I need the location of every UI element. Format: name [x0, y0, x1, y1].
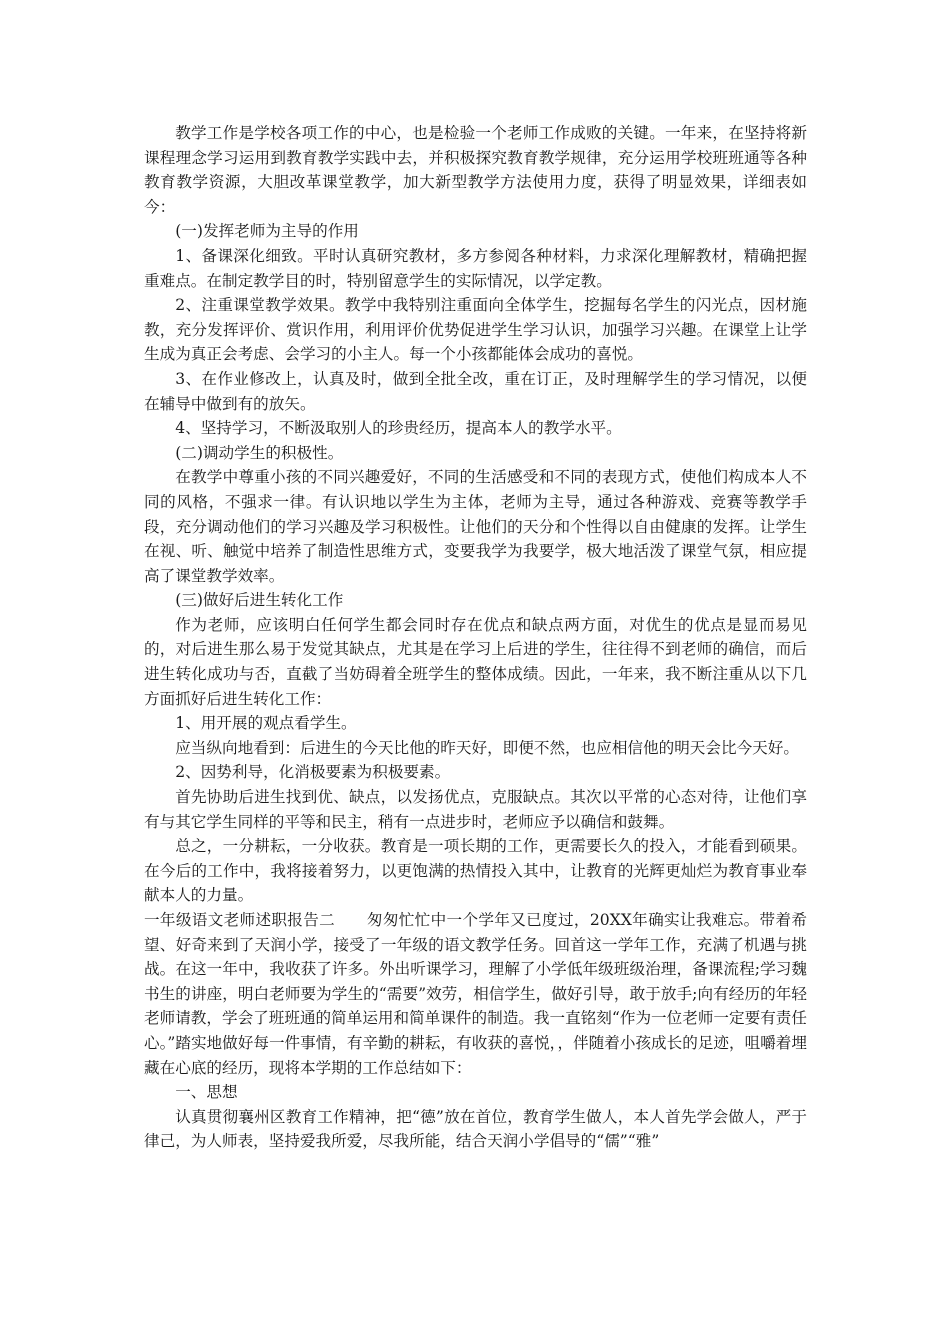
paragraph: 认真贯彻襄州区教育工作精神，把“德”放在首位，教育学生做人，本人首先学会做人，严于律己，为人师表，坚持爱我所爱，尽我所能，结合天润小学倡导的“儒”“雅”	[144, 1107, 807, 1151]
section-heading-2: (二)调动学生的积极性。	[175, 443, 344, 462]
paragraph-conclusion: 总之，一分耕耘，一分收获。教育是一项长期的工作，更需要长久的投入，才能看到硕果。在今后的工作中，我将接着努力，以更饱满的热情投入其中，让教育的光辉更灿烂为教育事业奉献本人的力量。	[144, 837, 807, 905]
section-heading-3: (三)做好后进生转化工作	[175, 591, 344, 610]
paragraph-item: 2、注重课堂教学效果。教学中我特别注重面向全体学生，挖掘每名学生的闪光点，因材施教，充分发挥评价、赏识作用，利用评价优势促进学生学习认识，加强学习兴趣。在课堂上让学生成为真正会考虑、会学习的小主人。每一个小孩都能体会成功的喜悦。	[144, 296, 807, 364]
paragraph-intro: 教学工作是学校各项工作的中心，也是检验一个老师工作成败的关键。一年来，在坚持将新课程理念学习运用到教育教学实践中去，并积极探究教育教学规律，充分运用学校班班通等各种教育教学资源，大胆改革课堂教学，加大新型教学方法使用力度，获得了明显效果，详细表如今：	[144, 124, 807, 216]
paragraph-item: 1、用开展的观点看学生。	[175, 714, 357, 733]
paragraph: 应当纵向地看到：后进生的今天比他的昨天好，即便不然，也应相信他的明天会比今天好。	[175, 738, 799, 757]
section-heading-1: (一)发挥老师为主导的作用	[175, 222, 359, 241]
paragraph-item: 1、备课深化细致。平时认真研究教材，多方参阅各种材料，力求深化理解教材，精确把握重难点。在制定教学目的时，特别留意学生的实际情况，以学定教。	[144, 246, 807, 290]
document-body	[144, 121, 807, 1154]
paragraph-item: 4、坚持学习，不断汲取别人的珍贵经历，提高本人的教学水平。	[175, 419, 622, 438]
paragraph-item: 2、因势利导，化消极要素为积极要素。	[175, 763, 451, 782]
report-two-paragraph: 一年级语文老师述职报告二 匆匆忙忙中一个学年又已度过，20XX年确实让我难忘。带着希望、好奇来到了天润小学，接受了一年级的语文教学任务。回首这一学年工作，充满了机遇与挑战。在这一年中，我收获了许多。外出听课学习，理解了小学低年级班级治理，备课流程;学习魏书生的讲座，明白老师要为学生的“需要”效劳，相信学生，做好引导，敢于放手;向有经历的年轻老师请教，学会了班班通的简单运用和简单课件的制造。我一直铭刻“作为一位老师一定要有责任心。”踏实地做好每一件事情，有辛勤的耕耘，有收获的喜悦，，伴随着小孩成长的足迹，咀嚼着埋藏在心底的经历，现将本学期的工作总结如下：	[144, 911, 807, 1077]
section-heading-thought: 一、思想	[175, 1083, 238, 1102]
paragraph-item: 3、在作业修改上，认真及时，做到全批全改，重在订正，及时理解学生的学习情况，以便在辅导中做到有的放矢。	[144, 369, 807, 413]
paragraph: 作为老师，应该明白任何学生都会同时存在优点和缺点两方面，对优生的优点是显而易见的，对后进生那么易于发觉其缺点，尤其是在学习上后进的学生，往往得不到老师的确信，而后进生转化成功与否，直截了当妨碍着全班学生的整体成绩。因此，一年来，我不断注重从以下几方面抓好后进生转化工作：	[144, 615, 807, 708]
paragraph: 在教学中尊重小孩的不同兴趣爱好，不同的生活感受和不同的表现方式，使他们构成本人不同的风格，不强求一律。有认识地以学生为主体，老师为主导，通过各种游戏、竞赛等教学手段，充分调动他们的学习兴趣及学习积极性。让他们的天分和个性得以自由健康的发挥。让学生在视、听、触觉中培养了制造性思维方式，变要我学为我要学，极大地活泼了课堂气氛，相应提高了课堂教学效率。	[144, 468, 807, 585]
paragraph: 首先协助后进生找到优、缺点，以发扬优点，克服缺点。其次以平常的心态对待，让他们享有与其它学生同样的平等和民主，稍有一点进步时，老师应予以确信和鼓舞。	[144, 788, 807, 831]
